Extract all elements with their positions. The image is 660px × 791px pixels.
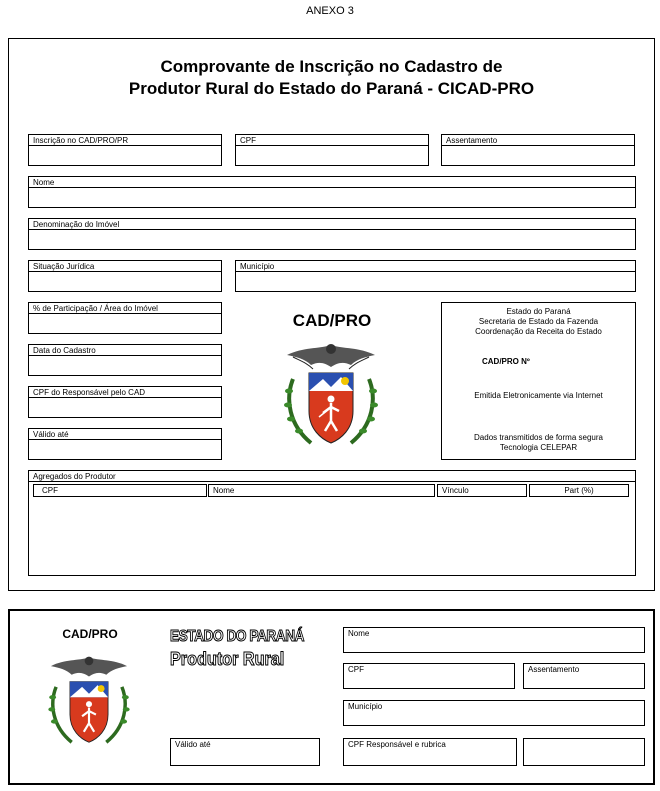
field-valido-label: Válido até [33,430,69,439]
field-municipio[interactable] [235,260,636,292]
card-field-nome-label: Nome [348,629,370,638]
field-nome[interactable] [28,176,636,208]
info-line3: Coordenação da Receita do Estado [475,327,602,336]
card-field-assentamento-label: Assentamento [528,665,580,674]
card-stamp-line1: ESTADO DO PARANÁ [170,628,304,645]
field-nome-label: Nome [33,178,55,187]
field-inscricao-label: Inscrição no CAD/PRO/PR [33,136,129,145]
field-participacao[interactable] [28,302,222,334]
card-field-valido[interactable] [170,738,320,766]
field-valido[interactable] [28,428,222,460]
agregados-col-nome [208,484,435,497]
card-field-cpf-resp[interactable] [343,738,517,766]
field-denominacao[interactable] [28,218,636,250]
card-field-municipio[interactable] [343,700,645,726]
card-stamp-line2: Produtor Rural [170,649,285,669]
field-assentamento[interactable] [441,134,635,166]
info-cadpro-no: CAD/PRO Nº [482,357,530,366]
info-box [441,302,636,460]
info-line2: Secretaria de Estado da Fazenda [478,317,599,326]
field-municipio-label: Município [240,262,275,271]
agregados-col-vinculo-label: Vínculo [442,486,469,495]
cadpro-logo-title: CAD/PRO [292,311,372,330]
field-data-cadastro[interactable] [28,344,222,376]
info-emitida: Emitida Eletronicamente via Internet [474,391,603,400]
agregados-title: Agregados do Produtor [33,472,116,481]
agregados-col-part-label: Part (%) [564,486,594,495]
parana-coat-of-arms-icon [279,339,383,454]
field-situacao[interactable] [28,260,222,292]
card-field-cpf[interactable] [343,663,515,689]
info-line1: Estado do Paraná [506,307,571,316]
card-field-municipio-label: Município [348,702,383,711]
field-cpf-responsavel-label: CPF do Responsável pelo CAD [33,388,146,397]
field-cpf[interactable] [235,134,429,166]
card-logo-title: CAD/PRO [62,627,118,641]
form-title-line1: Comprovante de Inscrição no Cadastro de [160,57,503,76]
field-situacao-label: Situação Jurídica [33,262,95,271]
agregados-col-cpf-label: CPF [42,486,58,495]
main-form [8,38,655,591]
field-cpf-responsavel[interactable] [28,386,222,418]
field-assentamento-label: Assentamento [446,136,498,145]
field-participacao-label: % de Participação / Área do Imóvel [33,304,158,313]
info-dados1: Dados transmitidos de forma segura [474,433,603,442]
field-cpf-label: CPF [240,136,256,145]
form-title-line2: Produtor Rural do Estado do Paraná - CICAD-PRO [128,79,535,98]
producer-card [8,609,655,785]
field-inscricao[interactable] [28,134,222,166]
agregados-col-nome-label: Nome [213,486,235,495]
card-field-rubrica[interactable] [523,738,645,766]
card-field-cpf-label: CPF [348,665,364,674]
card-coat-of-arms-icon [44,651,134,753]
info-dados2: Tecnologia CELEPAR [499,443,578,452]
card-field-cpf-resp-label: CPF Responsável e rubrica [348,740,446,749]
field-data-cadastro-label: Data do Cadastro [33,346,96,355]
card-field-nome[interactable] [343,627,645,653]
field-denominacao-label: Denominação do Imóvel [33,220,120,229]
card-field-assentamento[interactable] [523,663,645,689]
card-field-valido-label: Válido até [175,740,211,749]
agregados-table [28,470,636,576]
agregados-col-cpf [33,484,207,497]
agregados-col-part [529,484,629,497]
agregados-col-vinculo [437,484,527,497]
annex-title: ANEXO 3 [306,5,354,17]
